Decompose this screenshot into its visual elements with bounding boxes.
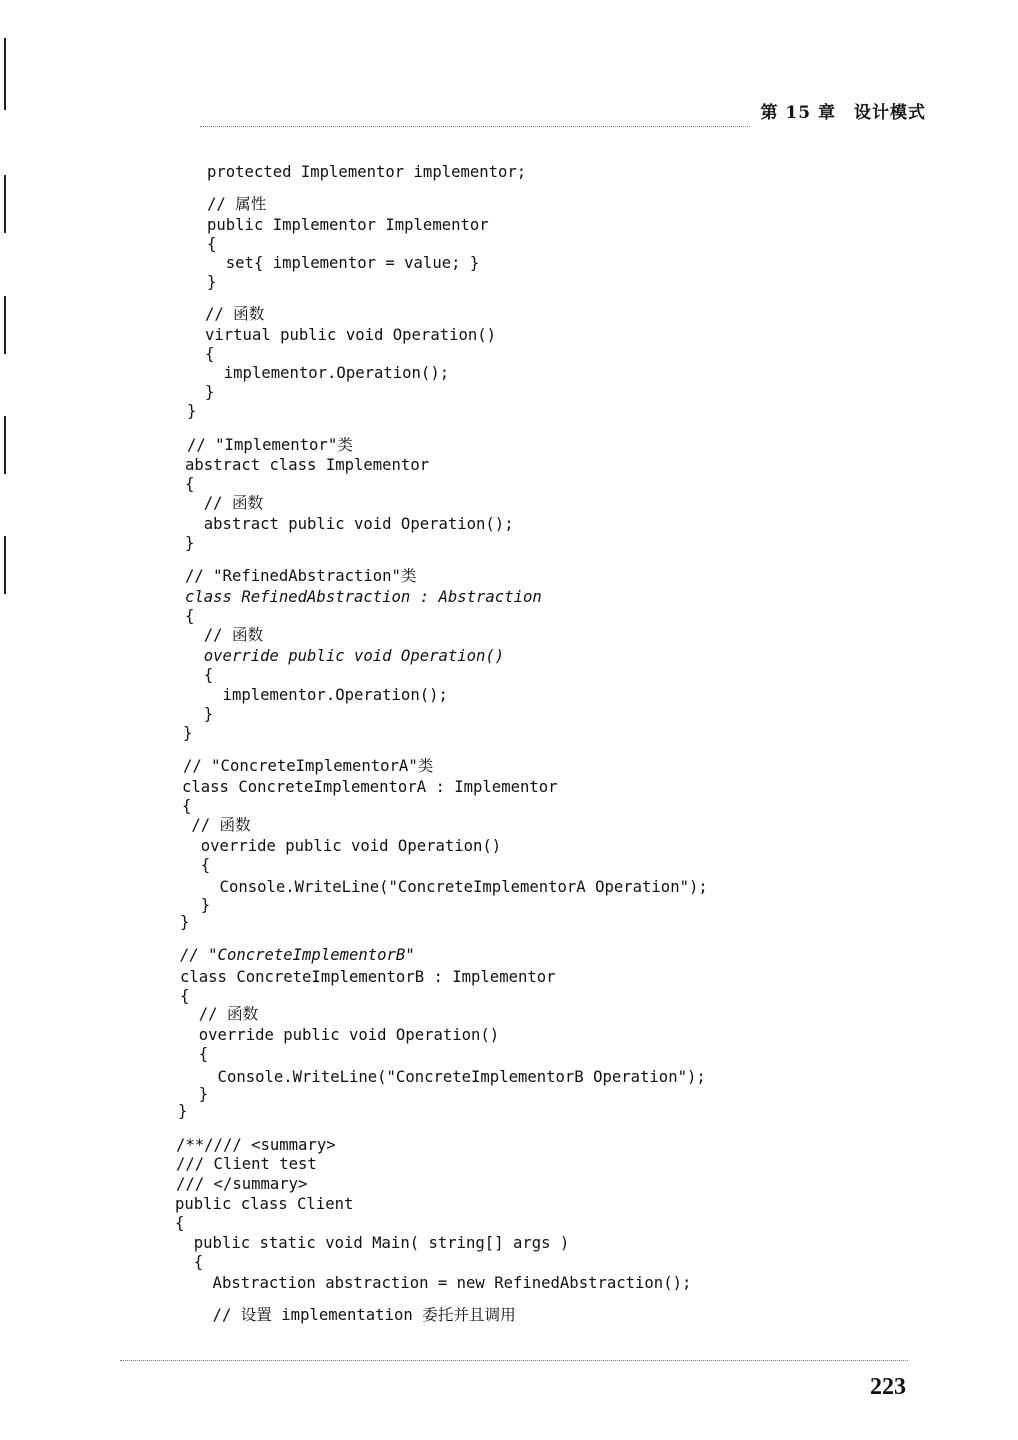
code-line: {: [185, 475, 195, 493]
code-line: class ConcreteImplementorB : Implementor: [180, 968, 556, 986]
code-line: virtual public void Operation(): [205, 326, 497, 344]
code-line: // 函数: [205, 305, 265, 323]
code-line: class ConcreteImplementorA : Implementor: [182, 778, 558, 796]
code-line: Console.WriteLine("ConcreteImplementorA Operation");: [182, 878, 708, 896]
code-line: {: [185, 607, 195, 625]
chapter-title: 设计模式: [854, 103, 926, 123]
code-line: {: [185, 666, 214, 684]
code-line: Console.WriteLine("ConcreteImplementorB Operation");: [180, 1068, 706, 1086]
code-line: protected Implementor implementor;: [207, 163, 527, 181]
code-line: }: [178, 1102, 188, 1120]
code-line: {: [207, 235, 217, 253]
footer-rule: [120, 1360, 908, 1361]
code-line: }: [182, 896, 211, 914]
code-line: // 函数: [185, 626, 264, 644]
code-line: // 函数: [182, 816, 251, 834]
code-line: }: [185, 705, 214, 723]
code-line: override public void Operation(): [180, 1026, 500, 1044]
code-line: Abstraction abstraction = new RefinedAbstraction();: [175, 1274, 692, 1292]
code-line: class RefinedAbstraction : Abstraction: [185, 588, 542, 606]
code-line: }: [183, 724, 193, 742]
code-line: implementor.Operation();: [205, 364, 450, 382]
code-line: // "RefinedAbstraction"类: [185, 567, 417, 585]
code-line: {: [175, 1253, 204, 1271]
code-line: {: [205, 345, 215, 363]
code-line: public Implementor Implementor: [207, 216, 489, 234]
code-line: }: [205, 383, 215, 401]
code-line: }: [180, 1085, 209, 1103]
code-line: {: [182, 856, 211, 874]
code-line: abstract class Implementor: [185, 456, 430, 474]
code-line: /// Client test: [176, 1155, 317, 1173]
chapter-label: 第 15 章: [760, 103, 836, 123]
code-line: // 属性: [207, 195, 267, 213]
code-line: // 函数: [180, 1005, 259, 1023]
code-line: implementor.Operation();: [185, 686, 448, 704]
code-line: // 设置 implementation 委托并且调用: [175, 1306, 516, 1324]
code-line: public class Client: [175, 1195, 354, 1213]
code-line: /**//// <summary>: [176, 1136, 336, 1154]
code-line: // "ConcreteImplementorB": [180, 946, 415, 964]
page-number: 223: [870, 1374, 906, 1400]
code-line: // 函数: [185, 494, 264, 512]
code-line: public static void Main( string[] args ): [175, 1234, 570, 1252]
code-line: {: [182, 797, 192, 815]
code-line: /// </summary>: [176, 1175, 308, 1193]
code-line: set{ implementor = value; }: [207, 254, 480, 272]
code-line: abstract public void Operation();: [185, 515, 514, 533]
code-line: }: [187, 402, 197, 420]
code-line: {: [175, 1214, 185, 1232]
code-line: // "Implementor"类: [187, 436, 353, 454]
code-line: }: [207, 273, 217, 291]
code-line: // "ConcreteImplementorA"类: [183, 757, 434, 775]
code-line: {: [180, 1045, 209, 1063]
code-line: override public void Operation(): [185, 647, 505, 665]
code-line: }: [180, 913, 190, 931]
code-line: {: [180, 987, 190, 1005]
code-line: }: [185, 534, 195, 552]
code-line: override public void Operation(): [182, 837, 502, 855]
